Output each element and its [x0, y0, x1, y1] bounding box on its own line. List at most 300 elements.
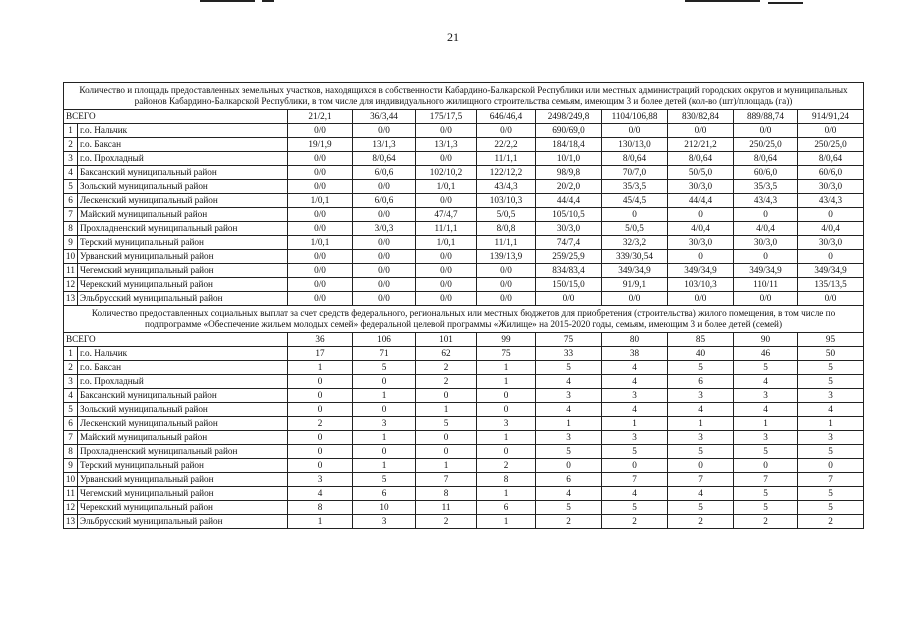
land-plots-total-value: 889/88,74	[734, 110, 798, 124]
table-cell-value: 1	[288, 361, 353, 375]
row-number: 6	[64, 417, 78, 431]
table-cell-value: 10	[353, 501, 416, 515]
municipality-name: Черекский муниципальный район	[78, 501, 288, 515]
land-plots-table-row	[64, 250, 864, 264]
municipality-name: Зольский муниципальный район	[78, 403, 288, 417]
table-cell-value: 30/3,0	[536, 222, 602, 236]
table-cell-value: 2	[798, 515, 864, 529]
table-cell-value: 3	[353, 417, 416, 431]
social-payments-total-value: 80	[602, 333, 668, 347]
municipality-name: Баксанский муниципальный район	[78, 389, 288, 403]
table-cell-value: 4	[602, 375, 668, 389]
table-cell-value: 70/7,0	[602, 166, 668, 180]
table-cell-value: 0/0	[734, 124, 798, 138]
table-cell-value: 2	[477, 459, 536, 473]
table-cell-value: 8/0,8	[477, 222, 536, 236]
table-cell-value: 349/34,9	[602, 264, 668, 278]
municipality-name: Урванский муниципальный район	[78, 250, 288, 264]
table-cell-value: 11	[416, 501, 477, 515]
row-number: 12	[64, 278, 78, 292]
table-cell-value: 40	[668, 347, 734, 361]
table-cell-value: 5	[602, 501, 668, 515]
table-cell-value: 0	[798, 459, 864, 473]
social-payments-total-value: 101	[416, 333, 477, 347]
land-plots-table-row	[64, 222, 864, 236]
table-cell-value: 20/2,0	[536, 180, 602, 194]
table-cell-value: 6	[536, 473, 602, 487]
table-cell-value: 60/6,0	[798, 166, 864, 180]
table-cell-value: 349/34,9	[734, 264, 798, 278]
table-cell-value: 6/0,6	[353, 194, 416, 208]
table-cell-value: 38	[602, 347, 668, 361]
table-cell-value: 130/13,0	[602, 138, 668, 152]
land-plots-total-value: 830/82,84	[668, 110, 734, 124]
table-cell-value: 1	[477, 487, 536, 501]
social-payments-table-row	[64, 515, 864, 529]
municipality-name: Прохладненский муниципальный район	[78, 445, 288, 459]
table-cell-value: 0	[416, 445, 477, 459]
table-cell-value: 0/0	[416, 250, 477, 264]
table-cell-value: 0/0	[416, 152, 477, 166]
table-cell-value: 0	[416, 431, 477, 445]
table-cell-value: 7	[416, 473, 477, 487]
table-cell-value: 250/25,0	[734, 138, 798, 152]
social-payments-table-row	[64, 473, 864, 487]
table-cell-value: 0	[734, 459, 798, 473]
table-cell-value: 4	[536, 375, 602, 389]
table-cell-value: 0/0	[536, 292, 602, 306]
municipality-name: Зольский муниципальный район	[78, 180, 288, 194]
table-cell-value: 0/0	[477, 124, 536, 138]
table-cell-value: 5	[668, 501, 734, 515]
table-cell-value: 3/0,3	[353, 222, 416, 236]
table-cell-value: 71	[353, 347, 416, 361]
table-cell-value: 5	[668, 445, 734, 459]
table-cell-value: 0/0	[353, 292, 416, 306]
table-cell-value: 8/0,64	[734, 152, 798, 166]
table-cell-value: 0	[602, 208, 668, 222]
table-cell-value: 5	[734, 445, 798, 459]
municipality-name: Эльбрусский муниципальный район	[78, 515, 288, 529]
municipality-name: г.о. Баксан	[78, 138, 288, 152]
table-cell-value: 1	[734, 417, 798, 431]
table-cell-value: 0/0	[416, 278, 477, 292]
table-cell-value: 4	[536, 487, 602, 501]
statistics-table	[63, 82, 864, 529]
land-plots-table-row	[64, 278, 864, 292]
table-cell-value: 0/0	[798, 292, 864, 306]
table-cell-value: 0/0	[288, 180, 353, 194]
land-plots-total-row	[64, 110, 864, 124]
social-payments-table-row	[64, 375, 864, 389]
row-number: 4	[64, 166, 78, 180]
table-cell-value: 0	[477, 445, 536, 459]
table-cell-value: 690/69,0	[536, 124, 602, 138]
table-cell-value: 184/18,4	[536, 138, 602, 152]
land-plots-table-row	[64, 208, 864, 222]
table-cell-value: 0/0	[477, 264, 536, 278]
land-plots-total-label: ВСЕГО	[64, 110, 288, 124]
land-plots-table-row	[64, 138, 864, 152]
row-number: 3	[64, 152, 78, 166]
table-cell-value: 0/0	[416, 264, 477, 278]
table-cell-value: 0	[734, 208, 798, 222]
table-cell-value: 135/13,5	[798, 278, 864, 292]
table-cell-value: 0/0	[288, 278, 353, 292]
table-cell-value: 3	[668, 389, 734, 403]
table-cell-value: 0/0	[288, 222, 353, 236]
row-number: 8	[64, 222, 78, 236]
table-cell-value: 5	[353, 473, 416, 487]
table-cell-value: 5	[734, 487, 798, 501]
social-payments-total-value: 106	[353, 333, 416, 347]
row-number: 10	[64, 473, 78, 487]
table-cell-value: 103/10,3	[477, 194, 536, 208]
table-cell-value: 5	[536, 445, 602, 459]
table-cell-value: 4	[798, 403, 864, 417]
social-payments-total-value: 99	[477, 333, 536, 347]
table-cell-value: 834/83,4	[536, 264, 602, 278]
table-cell-value: 0	[477, 389, 536, 403]
table-cell-value: 30/3,0	[798, 180, 864, 194]
social-payments-table-row	[64, 417, 864, 431]
land-plots-total-value: 36/3,44	[353, 110, 416, 124]
table-cell-value: 349/34,9	[668, 264, 734, 278]
table-cell-value: 5	[536, 501, 602, 515]
table-cell-value: 3	[668, 431, 734, 445]
table-cell-value: 0	[668, 250, 734, 264]
row-number: 7	[64, 208, 78, 222]
table-cell-value: 4/0,4	[798, 222, 864, 236]
table-cell-value: 0	[288, 445, 353, 459]
table-cell-value: 1	[798, 417, 864, 431]
municipality-name: Майский муниципальный район	[78, 208, 288, 222]
row-number: 9	[64, 236, 78, 250]
table-cell-value: 50	[798, 347, 864, 361]
table-cell-value: 22/2,2	[477, 138, 536, 152]
table-cell-value: 4	[734, 375, 798, 389]
table-cell-value: 30/3,0	[668, 236, 734, 250]
table-cell-value: 1	[602, 417, 668, 431]
land-plots-table-row	[64, 180, 864, 194]
table-cell-value: 5	[798, 375, 864, 389]
table-cell-value: 17	[288, 347, 353, 361]
table-cell-value: 33	[536, 347, 602, 361]
land-plots-caption-row	[64, 83, 864, 110]
table-cell-value: 4/0,4	[668, 222, 734, 236]
table-cell-value: 0/0	[798, 124, 864, 138]
table-cell-value: 2	[734, 515, 798, 529]
table-cell-value: 0/0	[734, 292, 798, 306]
table-cell-value: 43/4,3	[734, 194, 798, 208]
table-cell-value: 11/1,1	[477, 236, 536, 250]
table-cell-value: 0	[288, 431, 353, 445]
land-plots-table-row	[64, 124, 864, 138]
municipality-name: Чегемский муниципальный район	[78, 264, 288, 278]
table-cell-value: 1	[416, 459, 477, 473]
table-cell-value: 0	[416, 389, 477, 403]
municipality-name: Майский муниципальный район	[78, 431, 288, 445]
social-payments-table-row	[64, 487, 864, 501]
table-cell-value: 10/1,0	[536, 152, 602, 166]
social-payments-table-row	[64, 389, 864, 403]
land-plots-table-row	[64, 292, 864, 306]
municipality-name: г.о. Прохладный	[78, 375, 288, 389]
table-cell-value: 2	[288, 417, 353, 431]
table-cell-value: 0/0	[416, 194, 477, 208]
row-number: 13	[64, 515, 78, 529]
table-cell-value: 44/4,4	[668, 194, 734, 208]
table-cell-value: 0/0	[288, 124, 353, 138]
table-cell-value: 13/1,3	[353, 138, 416, 152]
table-cell-value: 0/0	[416, 124, 477, 138]
land-plots-caption: Количество и площадь предоставленных земельных участков, находящихся в собственности Кабардино-Балкарской Республики или местных администраций городских округов и муниципальных районов Кабардино-Балкарской Республики, в том числе для индивидуального жилищного строительства семьям, имеющим 3 и более детей (кол-во (шт)/площадь (га))	[64, 83, 864, 110]
table-cell-value: 74/7,4	[536, 236, 602, 250]
table-cell-value: 103/10,3	[668, 278, 734, 292]
table-cell-value: 110/11	[734, 278, 798, 292]
table-cell-value: 1	[477, 515, 536, 529]
municipality-name: Терский муниципальный район	[78, 459, 288, 473]
table-cell-value: 0/0	[288, 208, 353, 222]
table-cell-value: 8	[288, 501, 353, 515]
table-cell-value: 5	[353, 361, 416, 375]
municipality-name: г.о. Баксан	[78, 361, 288, 375]
row-number: 12	[64, 501, 78, 515]
table-cell-value: 0	[288, 375, 353, 389]
table-cell-value: 4	[536, 403, 602, 417]
table-cell-value: 35/3,5	[602, 180, 668, 194]
table-cell-value: 8	[416, 487, 477, 501]
table-cell-value: 0/0	[353, 250, 416, 264]
table-cell-value: 32/3,2	[602, 236, 668, 250]
table-cell-value: 3	[602, 389, 668, 403]
table-cell-value: 0/0	[602, 292, 668, 306]
table-cell-value: 250/25,0	[798, 138, 864, 152]
table-cell-value: 60/6,0	[734, 166, 798, 180]
social-payments-total-row	[64, 333, 864, 347]
table-cell-value: 0/0	[353, 124, 416, 138]
table-cell-value: 1	[353, 459, 416, 473]
table-cell-value: 0	[288, 389, 353, 403]
municipality-name: Терский муниципальный район	[78, 236, 288, 250]
row-number: 4	[64, 389, 78, 403]
table-cell-value: 5	[668, 361, 734, 375]
table-cell-value: 3	[536, 431, 602, 445]
table-cell-value: 1/0,1	[288, 236, 353, 250]
table-cell-value: 0/0	[668, 292, 734, 306]
table-cell-value: 3	[798, 431, 864, 445]
table-cell-value: 4	[668, 487, 734, 501]
table-cell-value: 6	[353, 487, 416, 501]
table-cell-value: 4	[734, 403, 798, 417]
table-cell-value: 339/30,54	[602, 250, 668, 264]
table-cell-value: 91/9,1	[602, 278, 668, 292]
table-cell-value: 0/0	[288, 292, 353, 306]
table-cell-value: 8/0,64	[602, 152, 668, 166]
table-cell-value: 5	[734, 361, 798, 375]
table-cell-value: 8/0,64	[668, 152, 734, 166]
table-cell-value: 1	[477, 431, 536, 445]
table-cell-value: 1	[477, 361, 536, 375]
table-cell-value: 3	[798, 389, 864, 403]
row-number: 13	[64, 292, 78, 306]
table-cell-value: 5	[734, 501, 798, 515]
row-number: 2	[64, 138, 78, 152]
social-payments-table-row	[64, 459, 864, 473]
land-plots-table-row	[64, 264, 864, 278]
table-cell-value: 3	[734, 389, 798, 403]
social-payments-caption-row	[64, 306, 864, 333]
table-cell-value: 2	[416, 361, 477, 375]
table-cell-value: 50/5,0	[668, 166, 734, 180]
social-payments-total-value: 36	[288, 333, 353, 347]
table-cell-value: 6	[668, 375, 734, 389]
table-cell-value: 1	[353, 389, 416, 403]
row-number: 11	[64, 487, 78, 501]
table-cell-value: 5	[798, 501, 864, 515]
table-cell-value: 139/13,9	[477, 250, 536, 264]
table-cell-value: 0	[734, 250, 798, 264]
table-cell-value: 3	[288, 473, 353, 487]
municipality-name: Чегемский муниципальный район	[78, 487, 288, 501]
municipality-name: Урванский муниципальный район	[78, 473, 288, 487]
table-cell-value: 1	[416, 403, 477, 417]
table-cell-value: 43/4,3	[477, 180, 536, 194]
table-cell-value: 62	[416, 347, 477, 361]
table-cell-value: 0	[353, 375, 416, 389]
table-cell-value: 0	[536, 459, 602, 473]
table-cell-value: 7	[668, 473, 734, 487]
land-plots-total-value: 21/2,1	[288, 110, 353, 124]
table-cell-value: 30/3,0	[734, 236, 798, 250]
table-cell-value: 19/1,9	[288, 138, 353, 152]
table-cell-value: 0	[798, 250, 864, 264]
table-cell-value: 30/3,0	[668, 180, 734, 194]
table-cell-value: 259/25,9	[536, 250, 602, 264]
land-plots-total-value: 646/46,4	[477, 110, 536, 124]
municipality-name: Эльбрусский муниципальный район	[78, 292, 288, 306]
municipality-name: г.о. Нальчик	[78, 124, 288, 138]
table-cell-value: 0	[668, 459, 734, 473]
land-plots-total-value: 175/17,5	[416, 110, 477, 124]
table-cell-value: 5	[798, 361, 864, 375]
table-cell-value: 0/0	[353, 180, 416, 194]
table-cell-value: 0/0	[353, 278, 416, 292]
municipality-name: Лескенский муниципальный район	[78, 194, 288, 208]
table-cell-value: 102/10,2	[416, 166, 477, 180]
table-cell-value: 43/4,3	[798, 194, 864, 208]
table-cell-value: 13/1,3	[416, 138, 477, 152]
municipality-name: Прохладненский муниципальный район	[78, 222, 288, 236]
table-cell-value: 3	[536, 389, 602, 403]
social-payments-table-row	[64, 431, 864, 445]
table-cell-value: 4	[602, 487, 668, 501]
table-cell-value: 35/3,5	[734, 180, 798, 194]
land-plots-table-row	[64, 152, 864, 166]
table-cell-value: 6	[477, 501, 536, 515]
social-payments-table-row	[64, 403, 864, 417]
table-cell-value: 11/1,1	[477, 152, 536, 166]
table-cell-value: 0/0	[288, 166, 353, 180]
land-plots-table-row	[64, 236, 864, 250]
row-number: 8	[64, 445, 78, 459]
social-payments-table-row	[64, 501, 864, 515]
table-cell-value: 0	[477, 403, 536, 417]
table-cell-value: 7	[798, 473, 864, 487]
table-cell-value: 3	[602, 431, 668, 445]
row-number: 1	[64, 347, 78, 361]
table-cell-value: 0/0	[602, 124, 668, 138]
table-cell-value: 0	[353, 403, 416, 417]
table-cell-value: 0/0	[477, 278, 536, 292]
social-payments-table-row	[64, 347, 864, 361]
table-cell-value: 1/0,1	[416, 180, 477, 194]
table-cell-value: 46	[734, 347, 798, 361]
table-cell-value: 0/0	[353, 236, 416, 250]
table-cell-value: 2	[602, 515, 668, 529]
social-payments-total-value: 90	[734, 333, 798, 347]
table-cell-value: 0/0	[288, 250, 353, 264]
table-cell-value: 0/0	[288, 264, 353, 278]
table-cell-value: 0/0	[416, 292, 477, 306]
table-cell-value: 4	[602, 361, 668, 375]
table-cell-value: 0	[798, 208, 864, 222]
table-cell-value: 4	[288, 487, 353, 501]
social-payments-total-value: 85	[668, 333, 734, 347]
table-cell-value: 0	[668, 208, 734, 222]
table-cell-value: 3	[477, 417, 536, 431]
row-number: 9	[64, 459, 78, 473]
table-cell-value: 0	[288, 403, 353, 417]
table-cell-value: 150/15,0	[536, 278, 602, 292]
table-cell-value: 3	[353, 515, 416, 529]
social-payments-caption: Количество предоставленных социальных выплат за счет средств федерального, региональных или местных бюджетов для приобретения (строительства) жилого помещения, в том числе по подпрограмме «Обеспечение жильем молодых семей» федеральной целевой программы «Жилище» на 2015-2020 годы, семьям, имеющим 3 и более детей (семей)	[64, 306, 864, 333]
table-cell-value: 8/0,64	[353, 152, 416, 166]
table-cell-value: 98/9,8	[536, 166, 602, 180]
table-cell-value: 1/0,1	[288, 194, 353, 208]
table-cell-value: 5	[416, 417, 477, 431]
table-cell-value: 30/3,0	[798, 236, 864, 250]
table-cell-value: 3	[734, 431, 798, 445]
table-cell-value: 0/0	[353, 208, 416, 222]
table-cell-value: 0/0	[477, 292, 536, 306]
table-cell-value: 349/34,9	[798, 264, 864, 278]
social-payments-total-label: ВСЕГО	[64, 333, 288, 347]
table-cell-value: 4/0,4	[734, 222, 798, 236]
table-cell-value: 7	[734, 473, 798, 487]
table-cell-value: 105/10,5	[536, 208, 602, 222]
table-cell-value: 47/4,7	[416, 208, 477, 222]
table-cell-value: 1/0,1	[416, 236, 477, 250]
table-cell-value: 212/21,2	[668, 138, 734, 152]
table-cell-value: 0/0	[288, 152, 353, 166]
table-cell-value: 44/4,4	[536, 194, 602, 208]
table-cell-value: 1	[353, 431, 416, 445]
municipality-name: г.о. Прохладный	[78, 152, 288, 166]
table-cell-value: 1	[288, 515, 353, 529]
table-cell-value: 7	[602, 473, 668, 487]
table-cell-value: 8/0,64	[798, 152, 864, 166]
table-cell-value: 0	[353, 445, 416, 459]
row-number: 11	[64, 264, 78, 278]
row-number: 1	[64, 124, 78, 138]
municipality-name: Лескенский муниципальный район	[78, 417, 288, 431]
municipality-name: Баксанский муниципальный район	[78, 166, 288, 180]
municipality-name: г.о. Нальчик	[78, 347, 288, 361]
row-number: 7	[64, 431, 78, 445]
table-cell-value: 2	[536, 515, 602, 529]
land-plots-total-value: 2498/249,8	[536, 110, 602, 124]
